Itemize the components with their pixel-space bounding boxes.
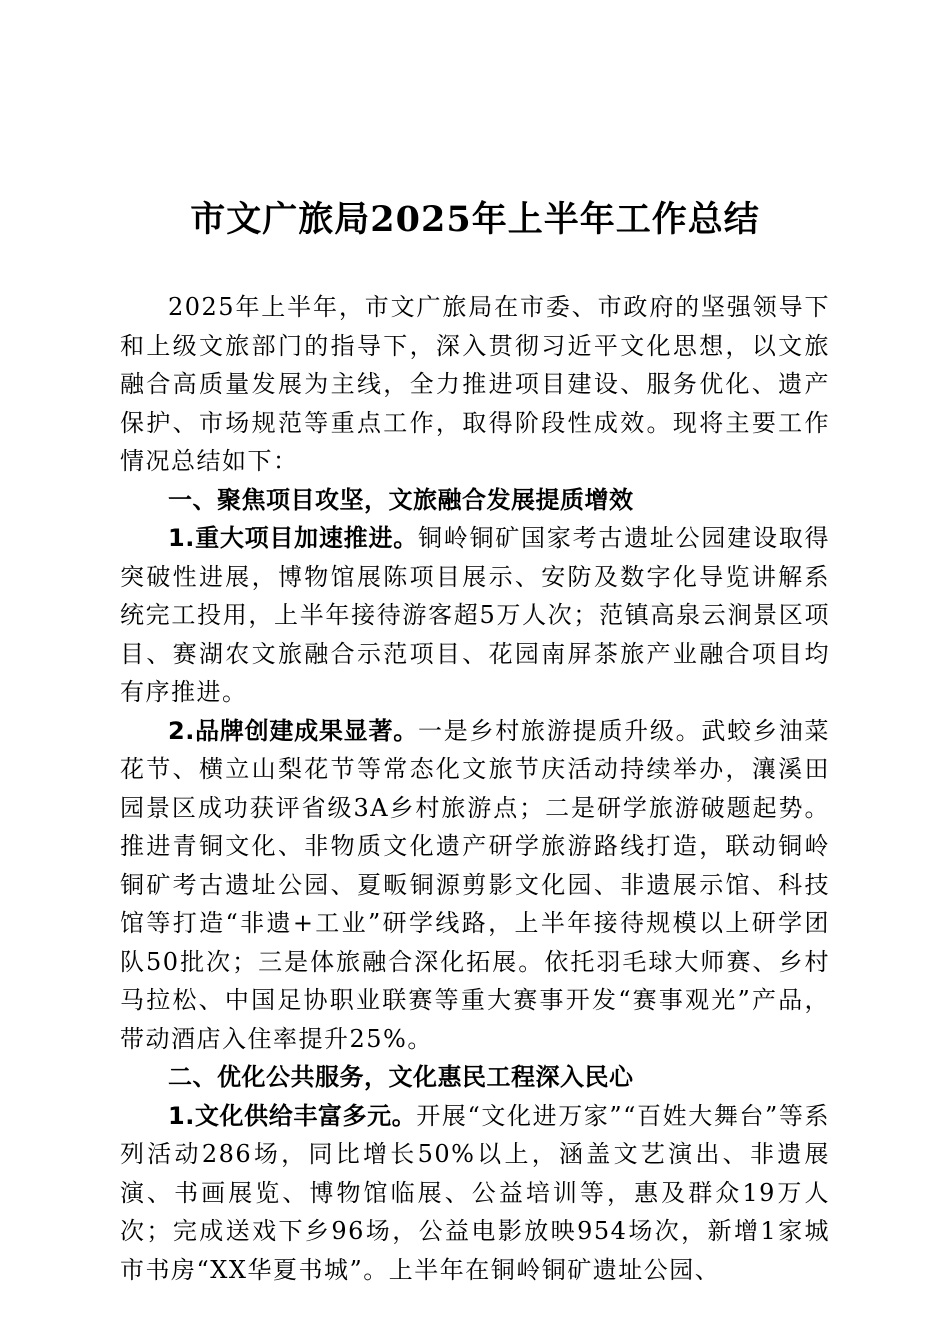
section-1-item-1 bbox=[120, 519, 830, 712]
section-2-heading: 二、优化公共服务，文化惠民工程深入民心 bbox=[168, 1063, 634, 1091]
section-1-heading: 一、聚焦项目攻坚，文旅融合发展提质增效 bbox=[168, 485, 634, 514]
section-1-item-2 bbox=[120, 712, 830, 1059]
section-1-item-1-lead: 1.重大项目加速推进。 bbox=[168, 524, 418, 552]
section-2-item-1-text: 开展“文化进万家”“百姓大舞台”等系列活动286场，同比增长50%以上，涵盖文艺演出、非遗展演、书画展览、博物馆临展、公益培训等，惠及群众19万人次；完成送戏下乡96场，公益电影放映954场次，新增1家城市书房“XX华夏书城”。上半年在铜岭铜矿遗址公园、 bbox=[120, 1101, 831, 1284]
section-1-item-2-lead: 2.品牌创建成果显著。 bbox=[168, 716, 418, 745]
document-title: 市文广旅局2025年上半年工作总结 bbox=[190, 199, 760, 240]
intro-paragraph: 2025年上半年，市文广旅局在市委、市政府的坚强领导下和上级文旅部门的指导下，深入贯彻习近平文化思想，以文旅融合高质量发展为主线，全力推进项目建设、服务优化、遗产保护、市场规范等重点工作，取得阶段性成效。现将主要工作情况总结如下： bbox=[120, 293, 830, 475]
section-1-item-1-text: 铜岭铜矿国家考古遗址公园建设取得突破性进展，博物馆展陈项目展示、安防及数字化导览讲解系统完工投用，上半年接待游客超5万人次；范镇高泉云涧景区项目、赛湖农文旅融合示范项目、花园南屏茶旅产业融合项目均有序推进。 bbox=[120, 524, 830, 706]
section-2-item-1 bbox=[120, 1097, 830, 1290]
section-2-item-1-lead: 1.文化供给丰富多元。 bbox=[168, 1101, 417, 1130]
section-1-item-2-text: 一是乡村旅游提质升级。武蛟乡油菜花节、横立山梨花节等常态化文旅节庆活动持续举办，瀼溪田园景区成功获评省级3A乡村旅游点；二是研学旅游破题起势。推进青铜文化、非物质文化遗产研学旅游路线打造，联动铜岭铜矿考古遗址公园、夏畈铜源剪影文化园、非遗展示馆、科技馆等打造“非遗+工业”研学线路，上半年接待规模以上研学团队50批次；三是体旅融合深化拓展。依托羽毛球大师赛、乡村马拉松、中国足协职业联赛等重大赛事开发“赛事观光”产品，带动酒店入住率提升25%。 bbox=[120, 716, 830, 1053]
document-body bbox=[120, 288, 830, 1289]
